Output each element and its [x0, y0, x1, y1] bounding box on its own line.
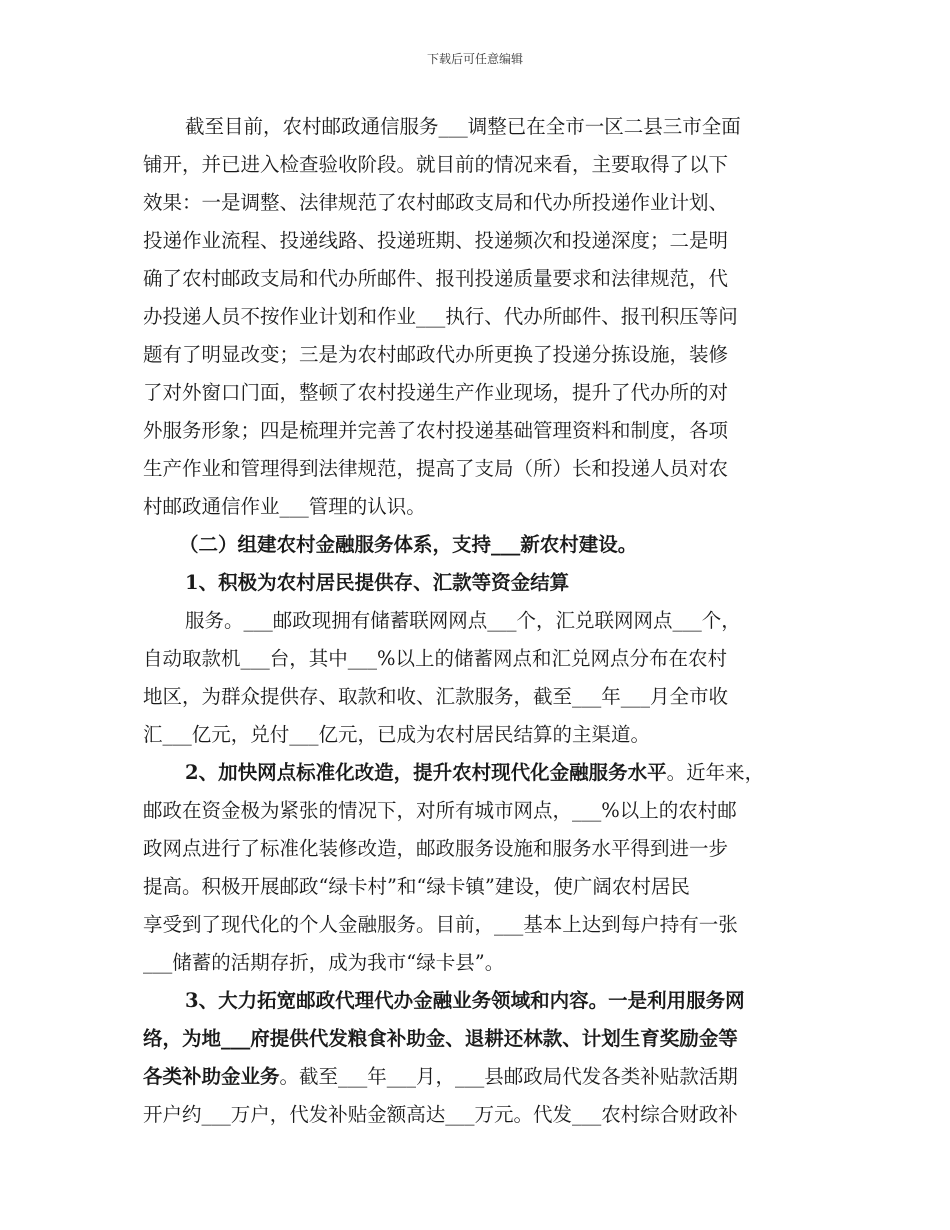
text-line — [143, 1096, 823, 1134]
text-segment: 铺开，并已进入检查验收阶段。就目前的情况来看，主要取得了以下 — [143, 153, 729, 176]
text-segment: 外服务形象；四是梳理并完善了农村投递基础管理资料和制度，各项 — [143, 419, 729, 442]
text-line — [143, 488, 823, 526]
text-line — [143, 716, 823, 754]
text-line — [143, 868, 823, 906]
bold-text-segment: 1、积极为农村居民提供存、汇款等资金结算 — [185, 571, 570, 594]
text-line — [143, 906, 823, 944]
text-line — [143, 792, 823, 830]
bold-text-segment: （二）组建农村金融服务体系，支持___新农村建设。 — [179, 533, 638, 556]
text-line — [143, 944, 823, 982]
text-segment: 政网点进行了标准化装修改造，邮政服务设施和服务水平得到进一步 — [143, 837, 729, 860]
text-segment: 享受到了现代化的个人金融服务。目前，___基本上达到每户持有一张 — [143, 913, 738, 936]
text-line — [143, 830, 823, 868]
page-header: 下载后可任意编辑 — [426, 52, 523, 66]
bold-text-segment: 络，为地___府提供代发粮食补助金、退耕还林款、计划生育奖励金等 — [143, 1027, 738, 1050]
document-body — [143, 108, 823, 1134]
text-segment: ___储蓄的活期存折，成为我市“绿卡县”。 — [143, 951, 505, 974]
text-segment: 。截至___年___月，___县邮政局代发各类补贴款活期 — [279, 1065, 738, 1088]
text-line — [143, 1020, 823, 1058]
text-line — [143, 754, 823, 792]
text-segment: 生产作业和管理得到法律规范，提高了支局（所）长和投递人员对农 — [143, 457, 729, 480]
text-segment: 汇___亿元，兑付___亿元，已成为农村居民结算的主渠道。 — [143, 723, 651, 746]
text-line — [143, 374, 823, 412]
text-segment: 投递作业流程、投递线路、投递班期、投递频次和投递深度；二是明 — [143, 229, 729, 252]
bold-text-segment: 各类补助金业务 — [143, 1065, 280, 1088]
text-segment: 截至目前，农村邮政通信服务___调整已在全市一区二县三市全面 — [185, 115, 741, 138]
text-segment: 题有了明显改变；三是为农村邮政代办所更换了投递分拣设施，装修 — [143, 343, 729, 366]
text-segment: 邮政在资金极为紧张的情况下，对所有城市网点，___%以上的农村邮 — [143, 799, 737, 822]
text-segment: 自动取款机___台，其中___%以上的储蓄网点和汇兑网点分布在农村 — [143, 647, 728, 670]
text-line — [143, 982, 823, 1020]
text-line — [143, 184, 823, 222]
text-segment: 效果：一是调整、法律规范了农村邮政支局和代办所投递作业计划、 — [143, 191, 729, 214]
text-segment: 地区，为群众提供存、取款和收、汇款服务，截至___年___月全市收 — [143, 685, 729, 708]
text-line — [143, 564, 823, 602]
bold-text-segment: 2、加快网点标准化改造，提升农村现代化金融服务水平 — [185, 761, 667, 784]
text-line — [143, 222, 823, 260]
text-line — [143, 146, 823, 184]
text-segment: 了对外窗口门面，整顿了农村投递生产作业现场，提升了代办所的对 — [143, 381, 729, 404]
text-segment: 服务。___邮政现拥有储蓄联网网点___个，汇兑联网网点___个， — [185, 609, 741, 632]
text-line — [143, 260, 823, 298]
text-line — [143, 108, 823, 146]
text-line — [143, 412, 823, 450]
text-line — [143, 526, 823, 564]
text-line — [143, 450, 823, 488]
text-line — [143, 336, 823, 374]
text-segment: 开户约___万户，代发补贴金额高达___万元。代发___农村综合财政补 — [143, 1103, 738, 1126]
text-segment: 村邮政通信作业___管理的认识。 — [143, 495, 426, 518]
text-line — [143, 640, 823, 678]
text-line — [143, 1058, 823, 1096]
text-segment: 办投递人员不按作业计划和作业___执行、代办所邮件、报刊积压等问 — [143, 305, 738, 328]
text-line — [143, 298, 823, 336]
text-line — [143, 678, 823, 716]
text-line — [143, 602, 823, 640]
text-segment: 提高。积极开展邮政“绿卡村”和“绿卡镇”建设，使广阔农村居民 — [143, 875, 690, 898]
text-segment: 确了农村邮政支局和代办所邮件、报刊投递质量要求和法律规范，代 — [143, 267, 729, 290]
bold-text-segment: 3、大力拓宽邮政代理代办金融业务领域和内容。一是利用服务网 — [185, 989, 745, 1012]
text-segment: 。近年来， — [666, 761, 765, 784]
